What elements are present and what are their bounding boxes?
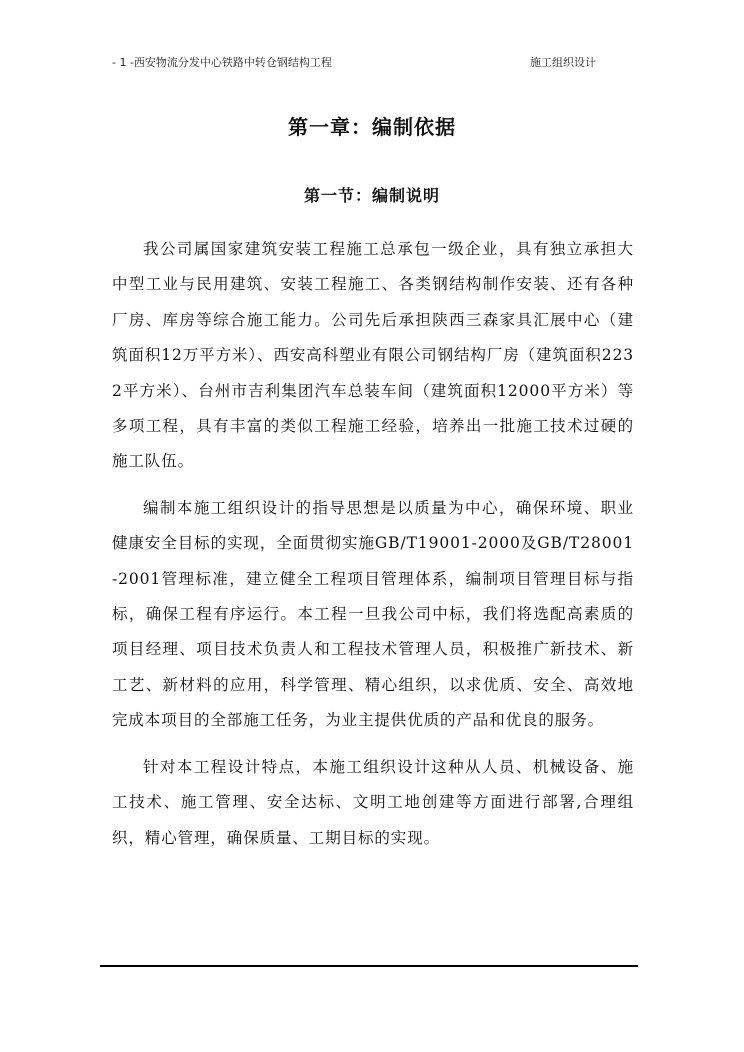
chapter-title: 第一章：编制依据 <box>288 115 456 139</box>
header-document-type: 施工组织设计 <box>530 56 596 69</box>
document-body <box>112 232 634 867</box>
paragraph-deployment: 针对本工程设计特点，本施工组织设计这种从人员、机械设备、施工技术、施工管理、安全达标、文明工地创建等方面进行部署,合理组织，精心管理，确保质量、工期目标的实现。 <box>112 757 634 847</box>
footer-divider <box>100 965 638 967</box>
section-title: 第一节：编制说明 <box>303 186 440 205</box>
page-header <box>112 54 644 72</box>
paragraph-company-qualification: 我公司属国家建筑安装工程施工总承包一级企业，具有独立承担大中型工业与民用建筑、安装工程施工、各类钢结构制作安装、还有各种厂房、库房等综合施工能力。公司先后承担陕西三森家具汇展中心（建筑面积12万平方米）、西安高科塑业有限公司钢结构厂房（建筑面积2232平方米）、台州市吉利集团汽车总装车间（建筑面积12000平方米）等多项工程，具有丰富的类似工程施工经验，培养出一批施工技术过硬的施工队伍。 <box>112 240 634 471</box>
header-project-title: - 1 -西安物流分发中心铁路中转仓钢结构工程 <box>112 56 332 69</box>
paragraph-guiding-principle: 编制本施工组织设计的指导思想是以质量为中心，确保环境、职业健康安全目标的实现，全面贯彻实施GB/T19001-2000及GB/T28001-2001管理标准，建立健全工程项目管理体系，编制项目管理目标与指标，确保工程有序运行。本工程一旦我公司中标，我们将选配高素质的项目经理、项目技术负责人和工程技术管理人员，积极推广新技术、新工艺、新材料的应用，科学管理、精心组织，以求优质、安全、高效地完成本项目的全部施工任务，为业主提供优质的产品和优良的服务。 <box>112 498 634 730</box>
